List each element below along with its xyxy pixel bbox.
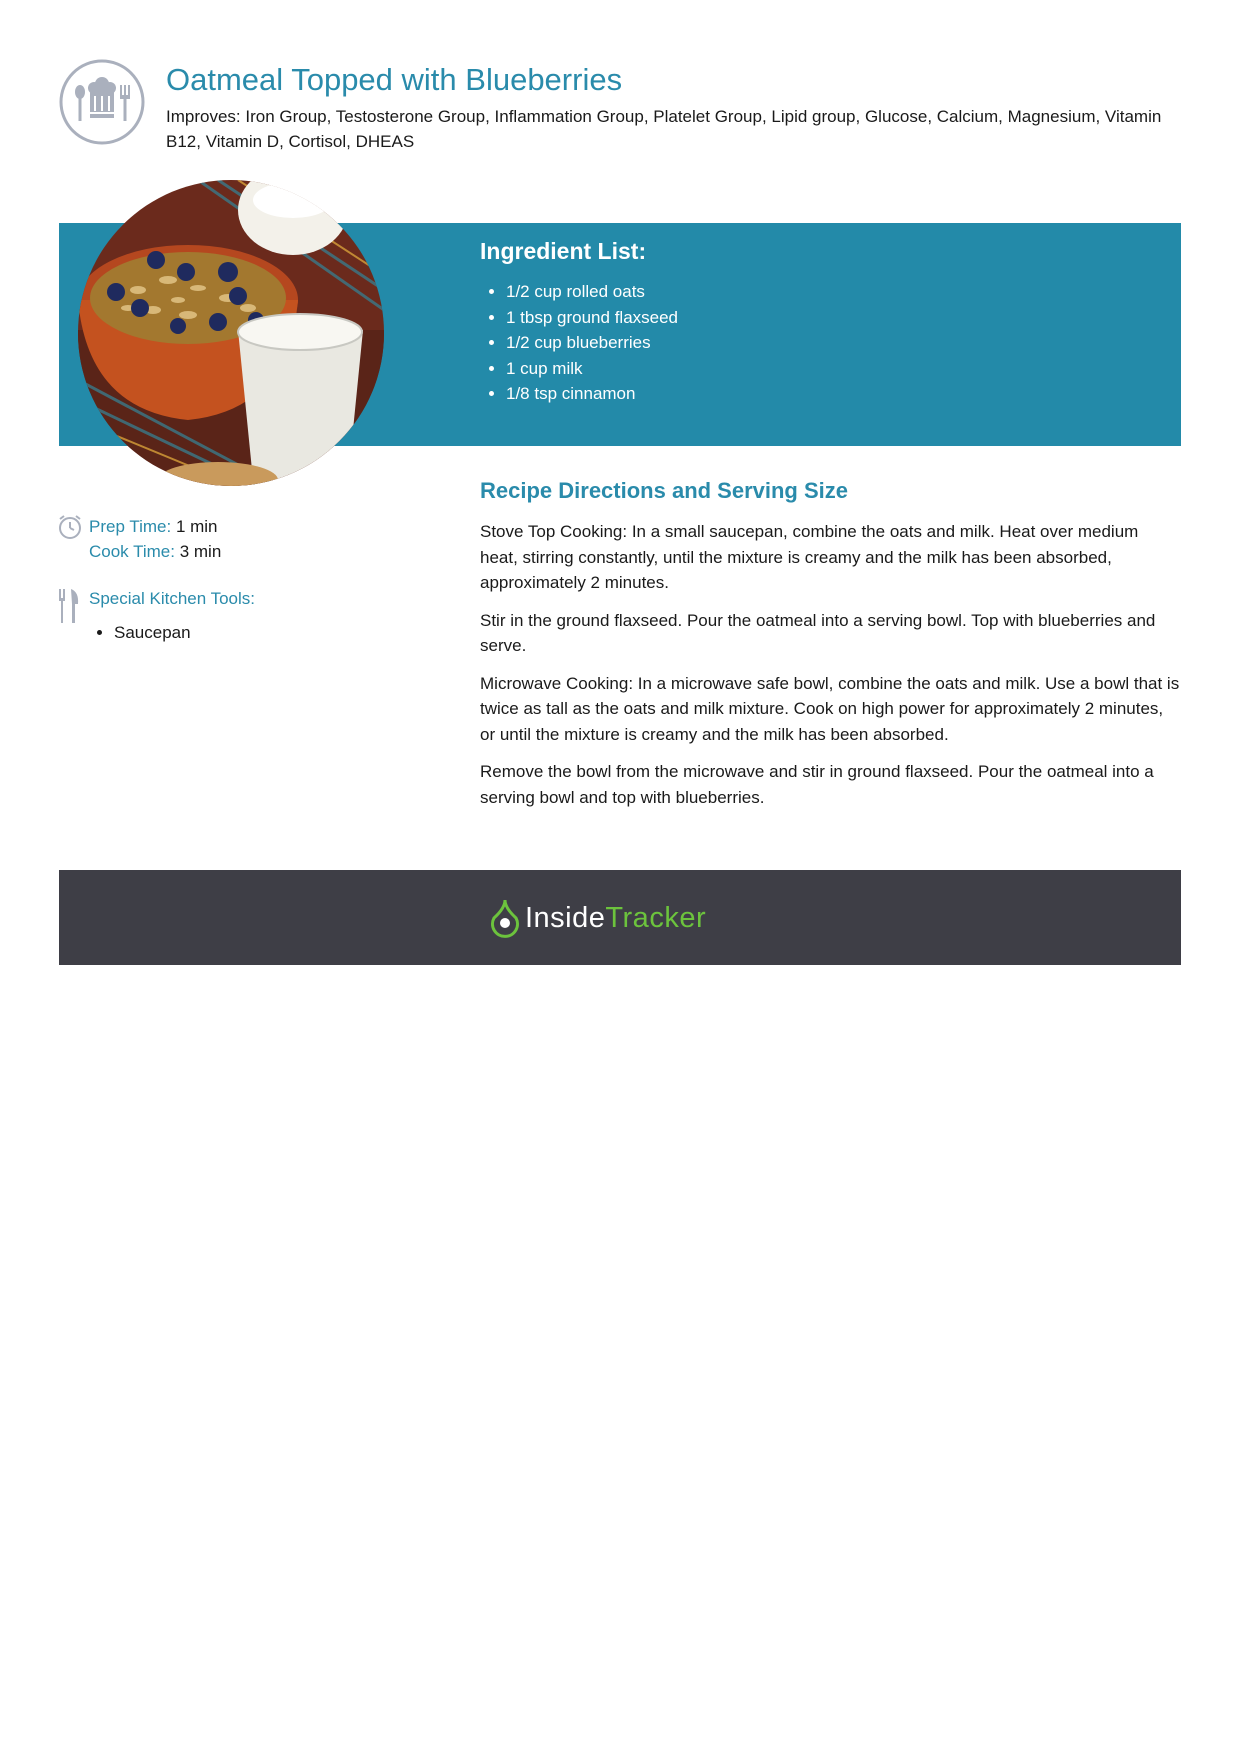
directions-body bbox=[480, 519, 1180, 822]
ingredient-item: • 1/2 cup rolled oats bbox=[506, 279, 678, 305]
cook-time-label: Cook Time: bbox=[89, 542, 175, 561]
prep-time bbox=[89, 514, 221, 539]
improves-label: Improves: bbox=[166, 107, 241, 126]
kitchen-tool-item: • Saucepan bbox=[114, 620, 191, 645]
ingredient-item: • 1/8 tsp cinnamon bbox=[506, 381, 678, 407]
logo-wordmark bbox=[525, 902, 706, 935]
improves-text bbox=[166, 104, 1186, 154]
directions-title: Recipe Directions and Serving Size bbox=[480, 478, 849, 503]
kitchen-tools-list bbox=[89, 620, 191, 645]
oatmeal-photo-illustration bbox=[78, 180, 384, 486]
logo-wordmark-inside: Inside bbox=[525, 901, 606, 934]
cook-time bbox=[89, 539, 221, 564]
insidetracker-logo bbox=[490, 896, 706, 940]
clock-icon bbox=[58, 514, 82, 540]
logo-wordmark-tracker: Tracker bbox=[605, 901, 707, 934]
recipe-title: Oatmeal Topped with Blueberries bbox=[166, 62, 623, 97]
ingredient-item: • 1/2 cup blueberries bbox=[506, 330, 678, 356]
direction-paragraph: Microwave Cooking: In a microwave safe bowl, combine the oats and milk. Use a bowl that is twice as tall as the oats and milk mixture. Cook on high power for approximately 2 minutes, or until the mixture is creamy and the milk has been absorbed. bbox=[480, 673, 1180, 744]
prep-time-value: 1 min bbox=[175, 517, 218, 536]
prep-time-label: Prep Time: bbox=[89, 517, 172, 536]
drop-logo-icon bbox=[490, 898, 520, 938]
direction-paragraph: Stir in the ground flaxseed. Pour the oatmeal into a serving bowl. Top with blueberries and serve. bbox=[480, 610, 1156, 655]
cook-time-value: 3 min bbox=[179, 542, 222, 561]
oatmeal-photo bbox=[78, 180, 384, 486]
improves-list: Iron Group, Testosterone Group, Inflammation Group, Platelet Group, Lipid group, Glucose, Calcium, Magnesium, Vitamin B12, Vitamin D, Cortisol, DHEAS bbox=[166, 107, 1162, 151]
ingredient-item: • 1 cup milk bbox=[506, 356, 678, 382]
kitchen-tools-title: Special Kitchen Tools: bbox=[89, 589, 256, 608]
direction-paragraph: Stove Top Cooking: In a small saucepan, combine the oats and milk. Heat over medium heat, stirring constantly, until the mixture is creamy and the milk has been absorbed, approximately 2 minutes. bbox=[480, 522, 1139, 592]
time-block bbox=[89, 514, 221, 564]
ingredient-list-title: Ingredient List: bbox=[480, 238, 647, 264]
chef-hat-utensils-icon bbox=[58, 58, 146, 146]
ingredient-list bbox=[480, 279, 678, 407]
ingredient-item: • 1 tbsp ground flaxseed bbox=[506, 305, 678, 331]
direction-paragraph: Remove the bowl from the microwave and stir in ground flaxseed. Pour the oatmeal into a serving bowl and top with blueberries. bbox=[480, 762, 1154, 807]
utensils-icon bbox=[58, 588, 80, 624]
